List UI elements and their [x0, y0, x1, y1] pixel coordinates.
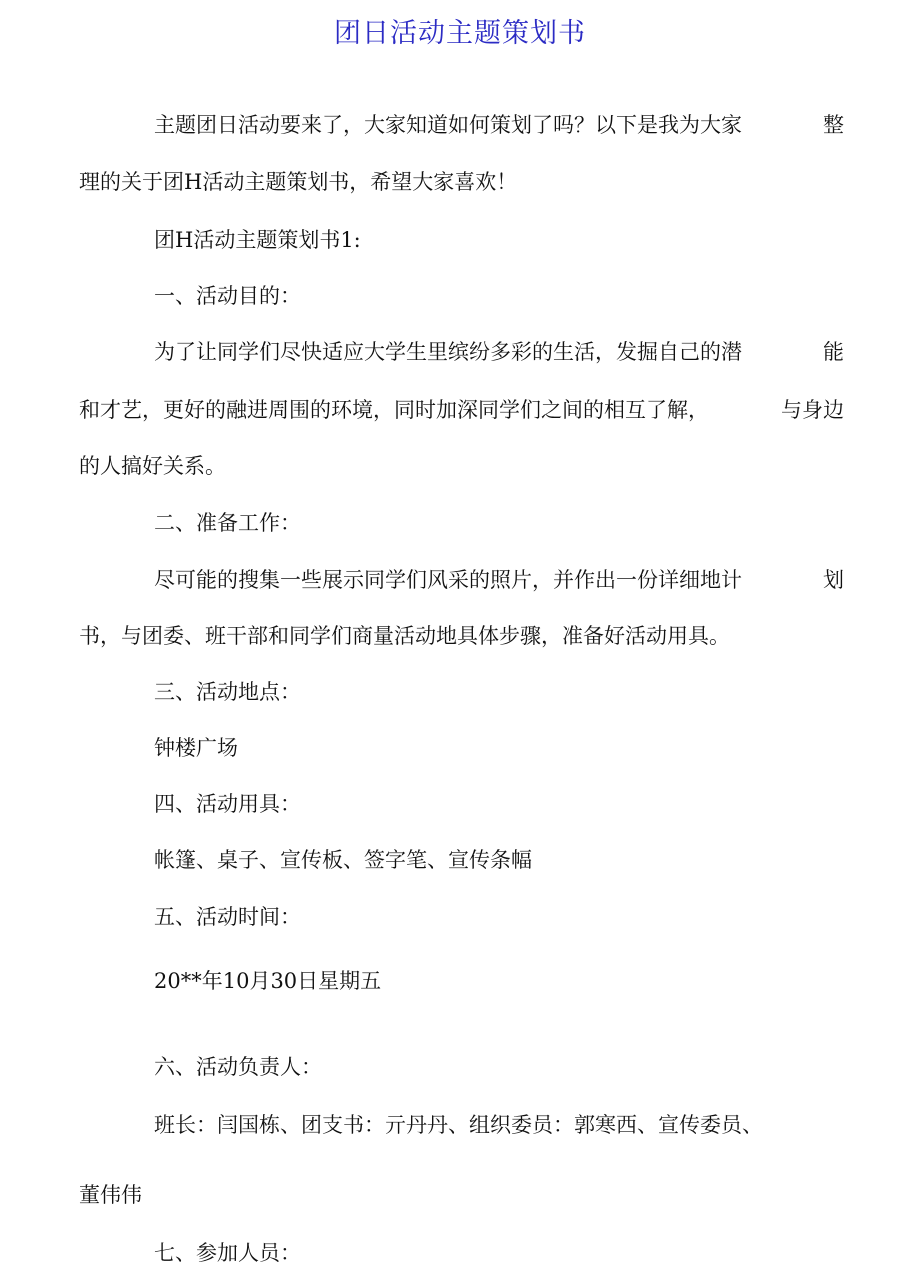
heading-participants: 七、参加人员：: [154, 1241, 301, 1265]
paragraph-intro-line-2: 理的关于团H活动主题策划书，希望大家喜欢！: [79, 170, 518, 194]
paragraph-preparation-line-2: 书，与团委、班干部和同学们商量活动地具体步骤，准备好活动用具。: [79, 624, 730, 648]
leaders-line-2: 董伟伟: [79, 1183, 142, 1207]
equipment-text: 帐篷、桌子、宣传板、签字笔、宣传条幅: [154, 848, 532, 872]
heading-preparation: 二、准备工作：: [154, 511, 301, 535]
section-intro: 团H活动主题策划书1:: [154, 228, 361, 252]
heading-equipment: 四、活动用具：: [154, 792, 301, 816]
heading-location: 三、活动地点：: [154, 680, 301, 704]
paragraph-text: 划: [823, 568, 844, 592]
paragraph-intro-line-1: [154, 110, 844, 140]
paragraph-text: 和才艺，更好的融进周围的环境，同时加深同学们之间的相互了解，: [79, 398, 709, 422]
paragraph-text: 整: [823, 113, 844, 137]
paragraph-purpose-line-2: [79, 395, 844, 425]
heading-purpose: 一、活动目的：: [154, 284, 301, 308]
leaders-line-1: 班长：闫国栋、团支书：亓丹丹、组织委员：郭寒西、宣传委员、: [154, 1113, 763, 1137]
paragraph-purpose-line-3: 的人搞好关系。: [79, 454, 226, 478]
heading-leaders: 六、活动负责人：: [154, 1055, 322, 1079]
heading-time: 五、活动时间：: [154, 905, 301, 929]
paragraph-text: 尽可能的搜集一些展示同学们风采的照片，并作出一份详细地计: [154, 568, 742, 592]
paragraph-text: 与身边: [781, 398, 844, 422]
paragraph-purpose-line-1: [154, 337, 844, 367]
location-text: 钟楼广场: [154, 736, 238, 760]
time-text: 20**年10月30日星期五: [154, 969, 382, 993]
document-title: 团日活动主题策划书: [334, 18, 586, 49]
paragraph-text: 为了让同学们尽快适应大学生里缤纷多彩的生活，发掘自己的潜: [154, 340, 742, 364]
paragraph-preparation-line-1: [154, 565, 844, 595]
paragraph-text: 主题团日活动要来了，大家知道如何策划了吗？以下是我为大家: [154, 113, 742, 137]
paragraph-text: 能: [823, 340, 844, 364]
